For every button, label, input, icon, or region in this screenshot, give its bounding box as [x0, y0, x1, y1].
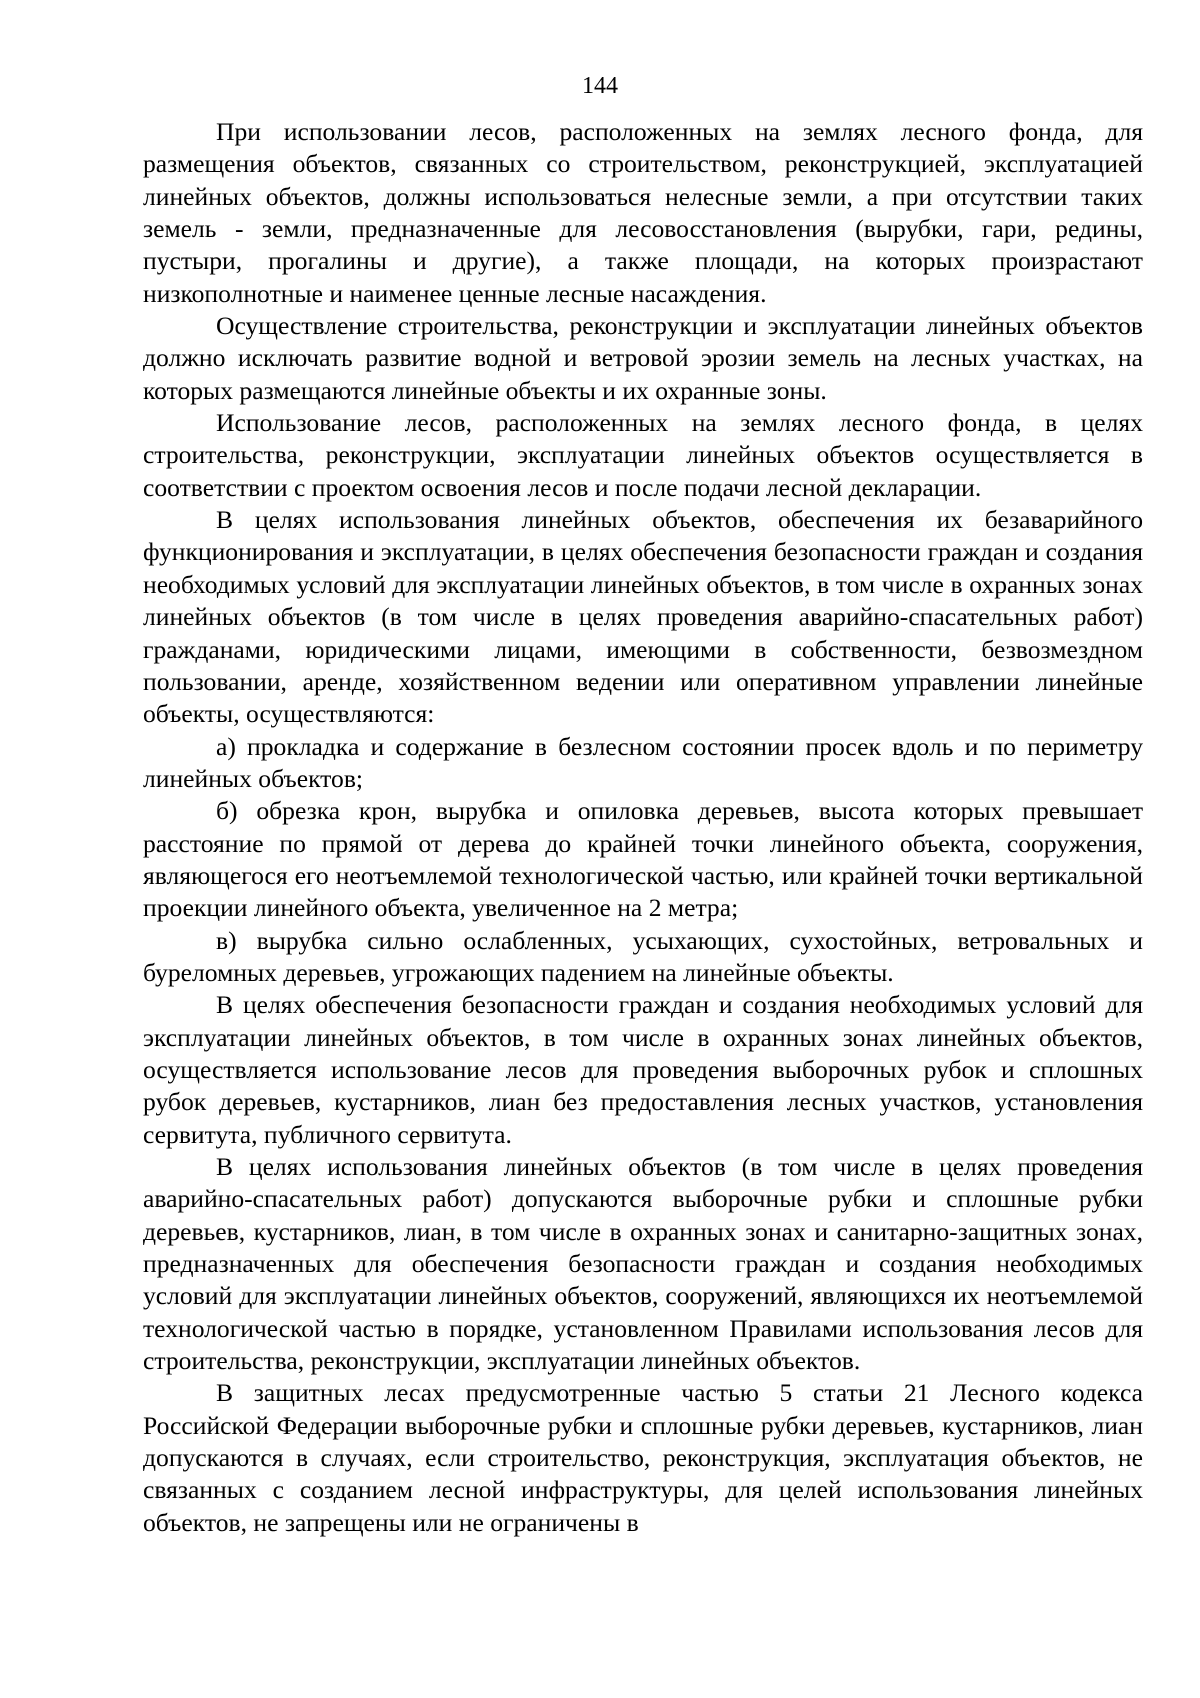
paragraph-forest-development-project: Использование лесов, расположенных на землях лесного фонда, в целях строительства, реконструкции, эксплуатации линейных объектов осуществляется в соответствии с проектом освоения лесов и после подачи лесной декларации. [143, 408, 1143, 502]
paragraph-linear-objects-operation: В целях использования линейных объектов, обеспечения их безаварийного функционирования и эксплуатации, в целях обеспечения безопасности граждан и создания необходимых условий для эксплуатации линейных объектов, в том числе в охранных зонах линейных объектов (в том числе в целях проведения аварийно-спасательных работ) гражданами, юридическими лицами, имеющими в собственности, безвозмездном пользовании, аренде, хозяйственном ведении или оперативном управлении линейные объекты, осуществляются: [143, 505, 1143, 729]
list-item-a-clearings: а) прокладка и содержание в безлесном состоянии просек вдоль и по периметру линейных объектов; [143, 731, 1143, 793]
list-item-c-weakened-trees: в) вырубка сильно ослабленных, усыхающих, сухостойных, ветровальных и буреломных деревьев, угрожающих падением на линейные объекты. [143, 925, 1143, 987]
paragraph-emergency-felling: В целях использования линейных объектов (в том числе в целях проведения аварийно-спасательных работ) допускаются выборочные рубки и сплошные рубки деревьев, кустарников, лиан, в том числе в охранных зонах и санитарно-защитных зонах, предназначенных для обеспечения безопасности граждан и создания необходимых условий для эксплуатации линейных объектов, сооружений, являющихся их неотъемлемой технологической частью в порядке, установленном Правилами использования лесов для строительства, реконструкции, эксплуатации линейных объектов. [143, 1152, 1143, 1376]
paragraph-forest-land-use: При использовании лесов, расположенных на землях лесного фонда, для размещения объектов, связанных со строительством, реконструкцией, эксплуатацией линейных объектов, должны использоваться нелесные земли, а при отсутствии таких земель - земли, предназначенные для лесовосстановления (вырубки, гари, редины, пустыри, прогалины и другие), а также площади, на которых произрастают низкополнотные и наименее ценные лесные насаждения. [143, 117, 1143, 308]
paragraph-safety-felling: В целях обеспечения безопасности граждан и создания необходимых условий для эксплуатации линейных объектов, в том числе в охранных зонах линейных объектов, осуществляется использование лесов для проведения выборочных рубок и сплошных рубок деревьев, кустарников, лиан без предоставления лесных участков, установления сервитута, публичного сервитута. [143, 990, 1143, 1149]
page-number: 144 [582, 73, 618, 99]
paragraph-protective-forests: В защитных лесах предусмотренные частью 5 статьи 21 Лесного кодекса Российской Федерации выборочные рубки и сплошные рубки деревьев, кустарников, лиан допускаются в случаях, если строительство, реконструкция, эксплуатация объектов, не связанных с созданием лесной инфраструктуры, для целей использования линейных объектов, не запрещены или не ограничены в [143, 1378, 1143, 1537]
document-body [143, 116, 1143, 1539]
list-item-b-tree-cutting: б) обрезка крон, вырубка и опиловка деревьев, высота которых превышает расстояние по прямой от дерева до крайней точки линейного объекта, сооружения, являющегося его неотъемлемой технологической частью, или крайней точки вертикальной проекции линейного объекта, увеличенное на 2 метра; [143, 796, 1143, 923]
paragraph-erosion-prevention: Осуществление строительства, реконструкции и эксплуатации линейных объектов должно исключать развитие водной и ветровой эрозии земель на лесных участках, на которых размещаются линейные объекты и их охранные зоны. [143, 311, 1143, 405]
